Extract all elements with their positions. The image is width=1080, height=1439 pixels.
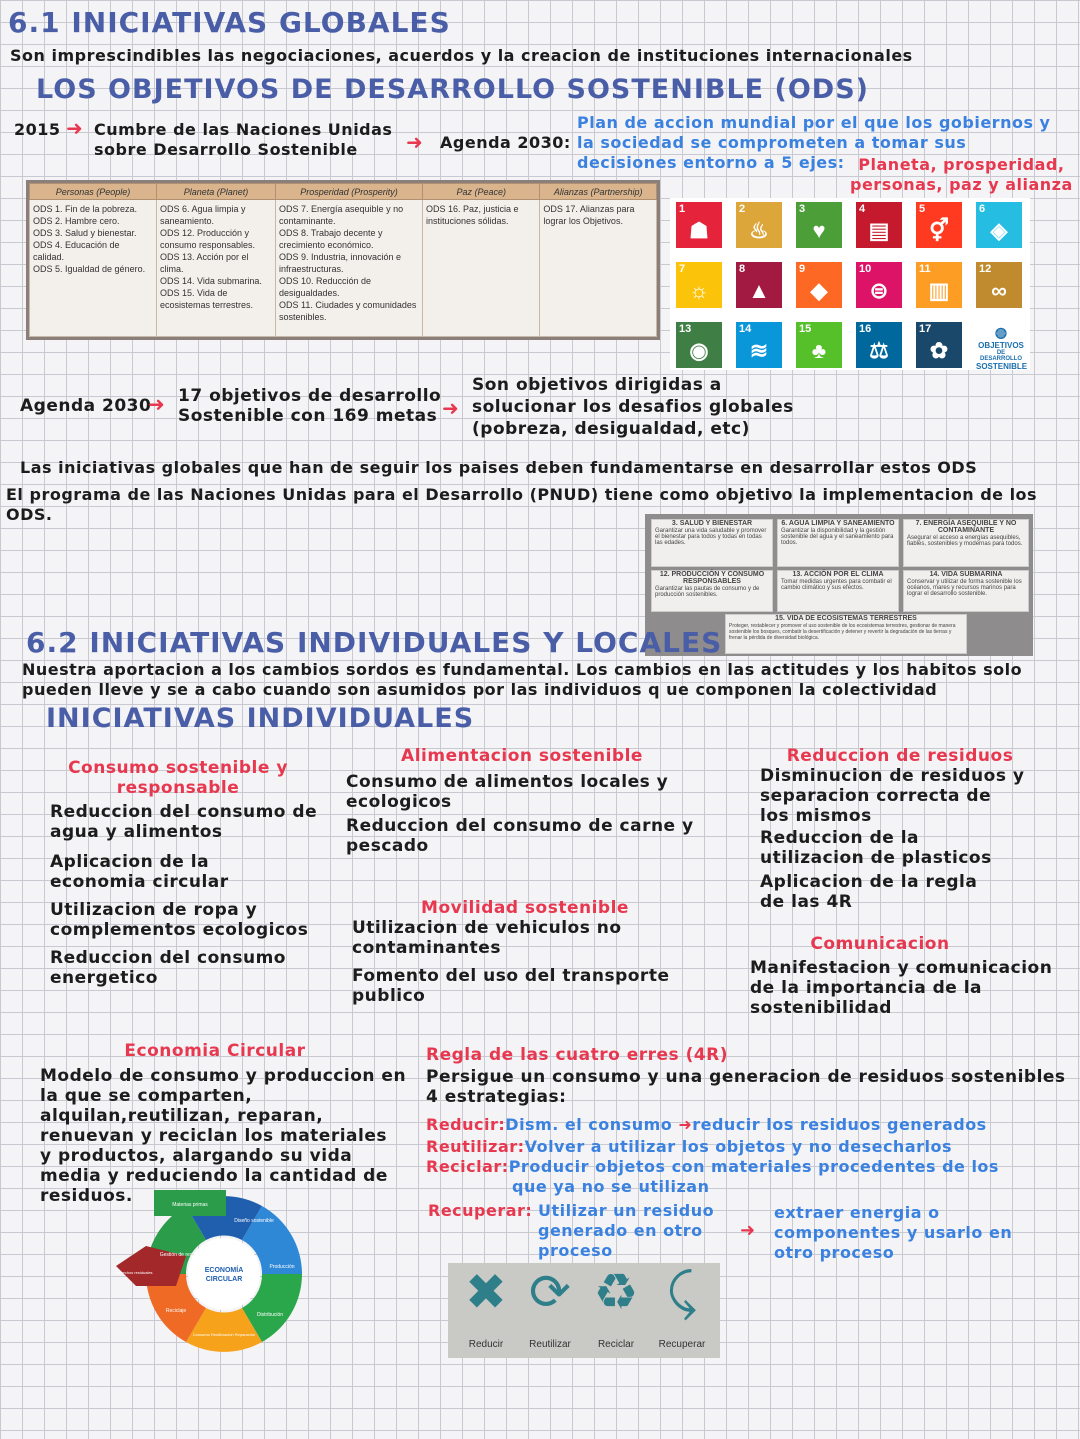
diagram-label: Distribución [256, 1312, 284, 1318]
list-item: Aplicacion de la economia circular [50, 852, 229, 892]
regla-reutilizar: Reutilizar:Volver a utilizar los objetos y no desecharlos [426, 1137, 952, 1156]
section1-title: 6.1 INICIATIVAS GLOBALES [8, 6, 451, 39]
city-icon: ▥ [928, 278, 950, 303]
table-cell: ODS 6. Agua limpia y saneamiento. [160, 204, 246, 227]
table-cell: ODS 9. Industria, innovación e infraestructuras. [279, 252, 402, 275]
aim-text: Son objetivos dirigidas a solucionar los desafios globales (pobreza, desigualdad, etc) [472, 375, 794, 439]
sdg-tile: 2 ♨ [736, 202, 782, 248]
section2-title: 6.2 INICIATIVAS INDIVIDUALES Y LOCALES [26, 626, 723, 659]
consumo-list [50, 802, 317, 988]
arrow-icon: ➜ [678, 1115, 693, 1134]
arrow-icon: ➜ [442, 396, 459, 420]
cubes-icon: ◆ [810, 278, 828, 303]
list-item: Disminucion de residuos y separacion correcta de los mismos [760, 766, 1025, 826]
arrow-icon: ➜ [66, 116, 83, 140]
table-cell: ODS 11. Ciudades y comunidades sostenibles. [279, 300, 417, 323]
diagram-label: Consumo Reutilización Reparación [192, 1332, 256, 1337]
sdg-tile: 16 ⚖ [856, 322, 902, 368]
table-cell: ODS 5. Igualdad de género. [33, 264, 146, 275]
residuos-title: Reduccion de residuos [786, 746, 1014, 766]
regla-reducir: Reducir:Dism. el consumo ➜reducir los residuos generados [426, 1115, 987, 1134]
water-icon: ◈ [990, 218, 1008, 243]
list-item: Consumo de alimentos locales y ecologicos [346, 772, 669, 812]
ods-table [29, 183, 657, 337]
section2-intro: Nuestra aportacion a los cambios sordos es fundamental. Los cambios en las actitudes y los habitos solo pueden lleve y se a cabo cuando son asumidos por las individuos q ue componen la colectividad [22, 660, 1023, 699]
four-r-icons [448, 1263, 720, 1358]
sun-icon: ☼ [688, 278, 710, 303]
sdg-tile: 5 ⚥ [916, 202, 962, 248]
movilidad-title: Movilidad sostenible [421, 898, 629, 918]
people-icon: ☗ [689, 218, 709, 243]
summit-text: Cumbre de las Naciones Unidas sobre Desarrollo Sostenible [94, 120, 393, 159]
list-item: Aplicacion de la regla de las 4R [760, 872, 978, 912]
book-icon: ▤ [868, 218, 890, 243]
recuperar-text: Utilizar un residuo generado en otro proceso [538, 1201, 715, 1260]
regla-title: Regla de las cuatro erres (4R) [426, 1045, 729, 1065]
ods-card: 7. ENERGÍA ASEQUIBLE Y NO CONTAMINANTE Asegurar el acceso a energías asequibles, fiables, sostenibles y modernas para todos. [903, 519, 1029, 567]
sdg-tile: 1 ☗ [676, 202, 722, 248]
diagram-center-label: ECONOMÍA [204, 1267, 244, 1274]
list-item: Reduccion del consumo de carne y pescado [346, 816, 694, 856]
consumo-title: Consumo sostenible y responsable [68, 758, 288, 798]
sdg-tile: 12 ∞ [976, 262, 1022, 308]
regla-recuperar: Recuperar: [428, 1201, 533, 1220]
comunicacion-text: Manifestacion y comunicacion de la importancia de la sostenibilidad [750, 958, 1053, 1018]
agenda-2030-label: Agenda 2030: [440, 133, 571, 152]
reduce-icon: ✖ [465, 1263, 507, 1321]
ods-card: 15. VIDA DE ECOSISTEMAS TERRESTRES Proteger, restablecer y promover el uso sostenible de los ecosistemas terrestres, gestionar de manera sostenible los bosques, combatir la desertificación y detener y revertir la degradación de las tierras y frenar la pérdida de diversidad biológica. [725, 614, 967, 654]
recuperar-result: extraer energia o componentes y usarlo en otro proceso [774, 1203, 1013, 1262]
table-header: Alianzas (Partnership) [540, 184, 657, 200]
axes-text: Planeta, prosperidad, personas, paz y alianza [850, 155, 1073, 194]
sdg-tile: 14 ≋ [736, 322, 782, 368]
diagram-label: Producción [269, 1264, 295, 1270]
recover-icon: ⤹ [667, 1263, 697, 1321]
diagram-label: Desechos residuales [115, 1270, 153, 1275]
sdg-tile: 13 ◉ [676, 322, 722, 368]
circular-economy-diagram [112, 1188, 312, 1354]
goals-text: 17 objetivos de desarrollo Sostenible con 169 metas [178, 386, 442, 426]
ods-card: 13. ACCIÓN POR EL CLIMA Tomar medidas urgentes para combatir el cambio climático y sus efectos. [777, 570, 899, 612]
diagram-label: Reciclaje [165, 1308, 187, 1314]
sdg-tile: 7 ☼ [676, 262, 722, 308]
list-item: Utilizacion de ropa y complementos ecologicos [50, 900, 309, 940]
table-header: Planeta (Planet) [157, 184, 276, 200]
indiv-heading: INICIATIVAS INDIVIDUALES [46, 703, 475, 734]
fish-icon: ≋ [749, 338, 769, 363]
table-cell: ODS 10. Reducción de desigualdades. [279, 276, 372, 299]
sdg-tile: 10 ⊜ [856, 262, 902, 308]
sdg-grid [670, 198, 1030, 370]
table-header: Prosperidad (Prosperity) [276, 184, 423, 200]
sdg-tile: 4 ▤ [856, 202, 902, 248]
alimentacion-title: Alimentacion sostenible [401, 746, 643, 766]
four-r-label: Recuperar [658, 1339, 706, 1350]
list-item: Fomento del uso del transporte publico [352, 966, 670, 1006]
agenda-2030-label-2: Agenda 2030 [20, 396, 152, 416]
section1-intro: Son imprescindibles las negociaciones, acuerdos y la creacion de instituciones internacionales [10, 46, 913, 65]
ods-table-photo [26, 180, 660, 340]
flower-icon: ✿ [929, 338, 949, 363]
dove-icon: ⚖ [869, 338, 889, 363]
list-item: Reduccion de la utilizacion de plasticos [760, 828, 992, 868]
comunicacion-title: Comunicacion [810, 934, 950, 954]
regla-intro: Persigue un consumo y una generacion de residuos sostenibles 4 estrategias: [426, 1067, 1066, 1107]
table-cell: ODS 16. Paz, justicia e instituciones sólidas. [426, 204, 519, 227]
gender-icon: ⚥ [929, 218, 949, 243]
table-header: Paz (Peace) [423, 184, 540, 200]
reuse-icon: ⟳ [529, 1263, 571, 1321]
sdg-tile: 3 ♥ [796, 202, 842, 248]
sdg-tile: 9 ◆ [796, 262, 842, 308]
ods-card: 3. SALUD Y BIENESTAR Garantizar una vida saludable y promover el bienestar para todos y todas en todas las edades. [651, 519, 773, 567]
sdg-tile: 11 ▥ [916, 262, 962, 308]
table-cell: ODS 13. Acción por el clima. [160, 252, 249, 275]
sdg-logo: ◍ OBJETIVOS DE DESARROLLO SOSTENIBLE [976, 324, 1028, 371]
equality-icon: ⊜ [869, 278, 889, 303]
sdg-tile: 17 ✿ [916, 322, 962, 368]
year-2015: 2015 [14, 120, 61, 139]
table-cell: ODS 14. Vida submarina. [160, 276, 262, 287]
sdg-tile: 6 ◈ [976, 202, 1022, 248]
list-item: Reduccion del consumo energetico [50, 948, 286, 988]
economia-text: Modelo de consumo y produccion en la que se comparten, alquilan,reutilizan, reparan, renuevan y reciclan los materiales y productos, alargando su vida media y reduciendo la cantidad de residuos. [40, 1066, 407, 1206]
four-r-label: Reciclar [597, 1339, 635, 1350]
regla-reciclar: Reciclar:Producir objetos con materiales procedentes de los que ya no se utilizan [426, 1157, 999, 1196]
global-note: Las iniciativas globales que han de seguir los paises deben fundamentarse en desarrollar estos ODS [20, 458, 978, 477]
table-cell: ODS 8. Trabajo decente y crecimiento económico. [279, 228, 383, 251]
alimentacion-list [346, 772, 694, 856]
table-cell: ODS 3. Salud y bienestar. [33, 228, 137, 239]
globe-icon: ◍ [994, 324, 1008, 340]
heartbeat-icon: ♥ [812, 218, 826, 243]
pnud-text: El programa de las Naciones Unidas para el Desarrollo (PNUD) tiene como objetivo la implementacion de los ODS. [6, 485, 1038, 524]
diagram-label: Diseño sostenible [234, 1218, 274, 1224]
table-cell: ODS 2. Hambre cero. [33, 216, 120, 227]
diagram-label: Materias primas [172, 1202, 208, 1208]
table-cell: ODS 17. Alianzas para lograr los Objetivos. [543, 204, 635, 227]
ods-card: 12. PRODUCCIÓN Y CONSUMO RESPONSABLES Garantizar las pautas de consumo y de producción sostenibles. [651, 570, 773, 612]
plan-text: Plan de accion mundial por el que los gobiernos y la sociedad se comprometen a tomar sus decisiones entorno a 5 ejes: [577, 113, 1051, 172]
tree-icon: ♣ [811, 338, 827, 363]
list-item: Utilizacion de vehiculos no contaminantes [352, 918, 622, 958]
arrow-icon: ➜ [148, 392, 165, 416]
table-cell: ODS 4. Educación de calidad. [33, 240, 120, 263]
arrow-icon: ➜ [406, 130, 423, 154]
ods-heading: LOS OBJETIVOS DE DESARROLLO SOSTENIBLE (ODS) [36, 74, 869, 105]
table-cell: ODS 1. Fin de la pobreza. [33, 204, 138, 215]
table-cell: ODS 7. Energía asequible y no contaminante. [279, 204, 404, 227]
residuos-list [760, 766, 1024, 912]
sdg-tile: 15 ♣ [796, 322, 842, 368]
infinity-icon: ∞ [991, 278, 1007, 303]
sdg-tile: 8 ▲ [736, 262, 782, 308]
table-header: Personas (People) [30, 184, 157, 200]
diagram-label: Gestión de residuos [159, 1252, 205, 1258]
four-r-label: Reutilizar [529, 1339, 571, 1350]
arrow-icon: ➜ [740, 1220, 756, 1241]
economia-title: Economia Circular [124, 1041, 306, 1061]
four-r-label: Reducir [468, 1339, 504, 1350]
ods-card: 14. VIDA SUBMARINA Conservar y utilizar de forma sostenible los océanos, mares y recursos marinos para lograr el desarrollo sostenible. [903, 570, 1029, 612]
bowl-icon: ♨ [749, 218, 769, 243]
movilidad-list [352, 918, 669, 1006]
growth-icon: ▲ [748, 278, 770, 303]
table-cell: ODS 15. Vida de ecosistemas terrestres. [160, 288, 254, 311]
eye-icon: ◉ [689, 338, 709, 363]
ods-card: 6. AGUA LIMPIA Y SANEAMIENTO Garantizar la disponibilidad y la gestión sostenible del agua y el saneamiento para todos. [777, 519, 899, 567]
table-cell: ODS 12. Producción y consumo responsables. [160, 228, 256, 251]
diagram-center-label: CIRCULAR [205, 1276, 243, 1283]
list-item: Reduccion del consumo de agua y alimentos [50, 802, 318, 842]
recycle-icon: ♻ [593, 1263, 639, 1321]
